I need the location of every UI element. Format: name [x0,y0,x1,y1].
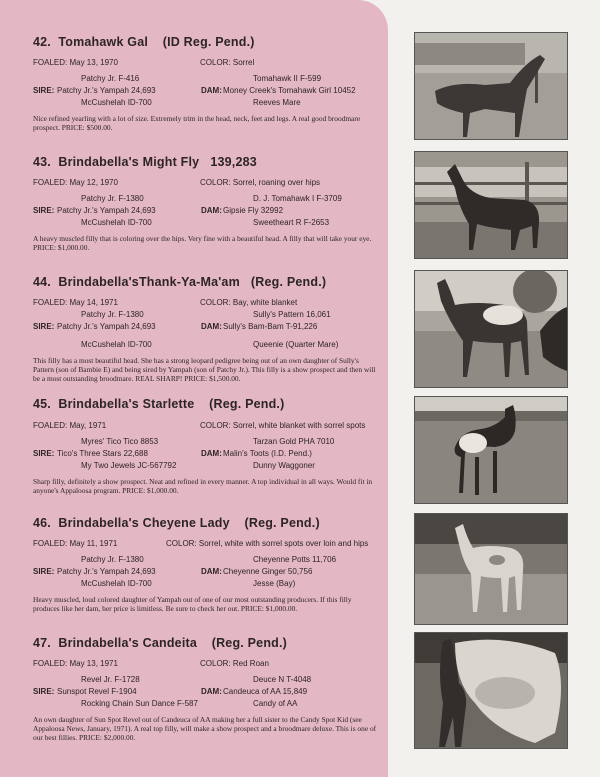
sire-top: Patchy Jr. F-1380 [81,310,144,319]
dam-name: Cheyenne Ginger 50,756 [223,567,313,576]
sire-label: SIRE: [33,567,55,576]
horse-photo-47 [414,632,568,749]
sire-label: SIRE: [33,449,55,458]
registration: (Reg. Pend.) [250,275,327,289]
dam-bottom: Reeves Mare [253,98,301,107]
description: This filly has a most beautiful head. She has a strong leopard pedigree being out of an own daughter of Sully's Pattern (son of Bambie E) and being sired by Yampah (son of Patchy Jr.). This filly is a show prospect and then will be a most outstanding broodmare. REAL SHARP! PRICE: $1,500.00. [33,356,376,384]
sire-label: SIRE: [33,206,55,215]
dam-name: Candeuca of AA 15,849 [223,687,308,696]
dam-label: DAM: [201,86,222,95]
dam-top: Sully's Pattern 16,061 [253,310,331,319]
sire-top: Patchy Jr. F-1380 [81,555,144,564]
foaled-text: FOALED: May 13, 1971 [33,659,118,668]
horse-photo-46 [414,513,568,625]
dam-top: D. J. Tomahawk I F-3709 [253,194,342,203]
sire-name: Patchy Jr.'s Yampah 24,693 [57,567,156,576]
dam-top: Deuce N T-4048 [253,675,312,684]
horse-photo-42 [414,32,568,140]
lot-number: 46. [33,516,51,530]
sire-name: Tico's Three Stars 22,688 [57,449,148,458]
sire-label: SIRE: [33,86,55,95]
lot-title [33,397,378,411]
dam-name: Gipsie Fly 32992 [223,206,284,215]
horse-photo-43 [414,151,568,259]
horse-name: Brindabella's Might Fly [58,155,200,169]
lot-number: 43. [33,155,51,169]
sire-name: Patchy Jr.'s Yampah 24,693 [57,322,156,331]
description: Nice refined yearling with a lot of size. Extremely trim in the head, neck, feet and legs. A real good broodmare prospect. PRICE: $500.00. [33,114,361,133]
color-text: COLOR: Sorrel, white blanket with sorrel spots [200,421,366,430]
sire-bottom: Rocking Chain Sun Dance F-587 [81,699,198,708]
description: Heavy muscled, loud colored daughter of Yampah out of one of our most outstanding producers. If this filly produces like her dam, her price is limitless. Be sure to check her out. PRICE: $1,000.00. [33,595,352,614]
sire-bottom: My Two Jewels JC-567792 [81,461,177,470]
horse-name: Brindabella's Starlette [58,397,195,411]
dam-label: DAM: [201,567,222,576]
sire-top: Myres' Tico Tico 8853 [81,437,159,446]
sire-bottom: McCushelah ID-700 [81,98,152,107]
lot-44 [33,275,378,384]
foaled-text: FOALED: May 13, 1970 [33,58,118,67]
registration: (Reg. Pend.) [244,516,320,530]
lot-43 [33,155,378,252]
registration: (Reg. Pend.) [211,636,288,650]
registration: (Reg. Pend.) [209,397,285,411]
sire-bottom: McCushelah ID-700 [81,340,152,349]
color-text: COLOR: Red Roan [200,659,269,668]
lot-title [33,516,378,530]
dam-label: DAM: [201,322,222,331]
color-text: COLOR: Sorrel [200,58,255,67]
dam-top: Cheyenne Potts 11,706 [253,555,337,564]
sire-label: SIRE: [33,687,55,696]
sire-top: Patchy Jr. F-416 [81,74,140,83]
lot-title [33,35,378,49]
dam-bottom: Dunny Waggoner [253,461,315,470]
registration: (ID Reg. Pend.) [162,35,255,49]
registration: 139,283 [210,155,257,169]
dam-label: DAM: [201,206,222,215]
dam-name: Money Creek's Tomahawk Girl 10452 [223,86,356,95]
horse-photo-45 [414,396,568,504]
lot-title [33,155,378,169]
dam-bottom: Candy of AA [253,699,298,708]
dam-name: Sully's Bam-Bam T-91,226 [223,322,318,331]
foaled-text: FOALED: May, 1971 [33,421,107,430]
sire-name: Patchy Jr.'s Yampah 24,693 [57,206,156,215]
description: Sharp filly, definitely a show prospect. Neat and refined in every manner. A top individual in all ways. Would fit in anyone's Appaloosa program. PRICE: $1,000.00. [33,477,373,496]
sire-top: Patchy Jr. F-1380 [81,194,144,203]
description: An own daughter of Sun Spot Revel out of Candeuca of AA making her a full sister to the Candy Spot Kid (see Appaloosa News, January, 1971). A real top filly, will make a show prospect and a broodmare deluxe. This is one of our best fillies. PRICE: $2,000.00. [33,715,377,743]
sire-bottom: McCushelah ID-700 [81,579,152,588]
foaled-text: FOALED: May 12, 1970 [33,178,118,187]
color-text: COLOR: Sorrel, white with sorrel spots over loin and hips [166,539,369,548]
lot-title [33,636,378,650]
dam-bottom: Sweetheart R F-2653 [253,218,330,227]
dam-top: Tomahawk II F-599 [253,74,322,83]
lot-number: 47. [33,636,51,650]
lot-number: 42. [33,35,51,49]
lot-number: 45. [33,397,51,411]
lot-title [33,275,378,289]
color-text: COLOR: Sorrel, roaning over hips [200,178,321,187]
dam-label: DAM: [201,687,222,696]
sire-label: SIRE: [33,322,55,331]
lot-47 [33,636,378,743]
horse-name: Brindabella's Cheyene Lady [58,516,230,530]
dam-bottom: Queenie (Quarter Mare) [253,340,339,349]
lot-45 [33,397,378,495]
foaled-text: FOALED: May 14, 1971 [33,298,118,307]
sire-name: Patchy Jr.'s Yampah 24,693 [57,86,156,95]
horse-photo-44 [414,270,568,388]
sire-top: Revel Jr. F-1728 [81,675,140,684]
sire-bottom: McCushelah ID-700 [81,218,152,227]
horse-name: Brindabella'sThank-Ya-Ma'am [58,275,240,289]
dam-label: DAM: [201,449,222,458]
lot-number: 44. [33,275,51,289]
dam-top: Tarzan Gold PHA 7010 [253,437,335,446]
color-text: COLOR: Bay, white blanket [200,298,298,307]
lot-46 [33,516,378,613]
horse-name: Brindabella's Candeita [58,636,198,650]
sire-name: Sunspot Revel F-1904 [57,687,137,696]
foaled-text: FOALED: May 11, 1971 [33,539,118,548]
dam-bottom: Jesse (Bay) [253,579,296,588]
dam-name: Malin's Toots (I.D. Pend.) [223,449,312,458]
horse-name: Tomahawk Gal [58,35,149,49]
description: A heavy muscled filly that is coloring over the hips. Very fine with a beautiful head. A filly that will take your eye. PRICE: $1,000.00. [33,234,372,253]
lot-42 [33,35,378,132]
